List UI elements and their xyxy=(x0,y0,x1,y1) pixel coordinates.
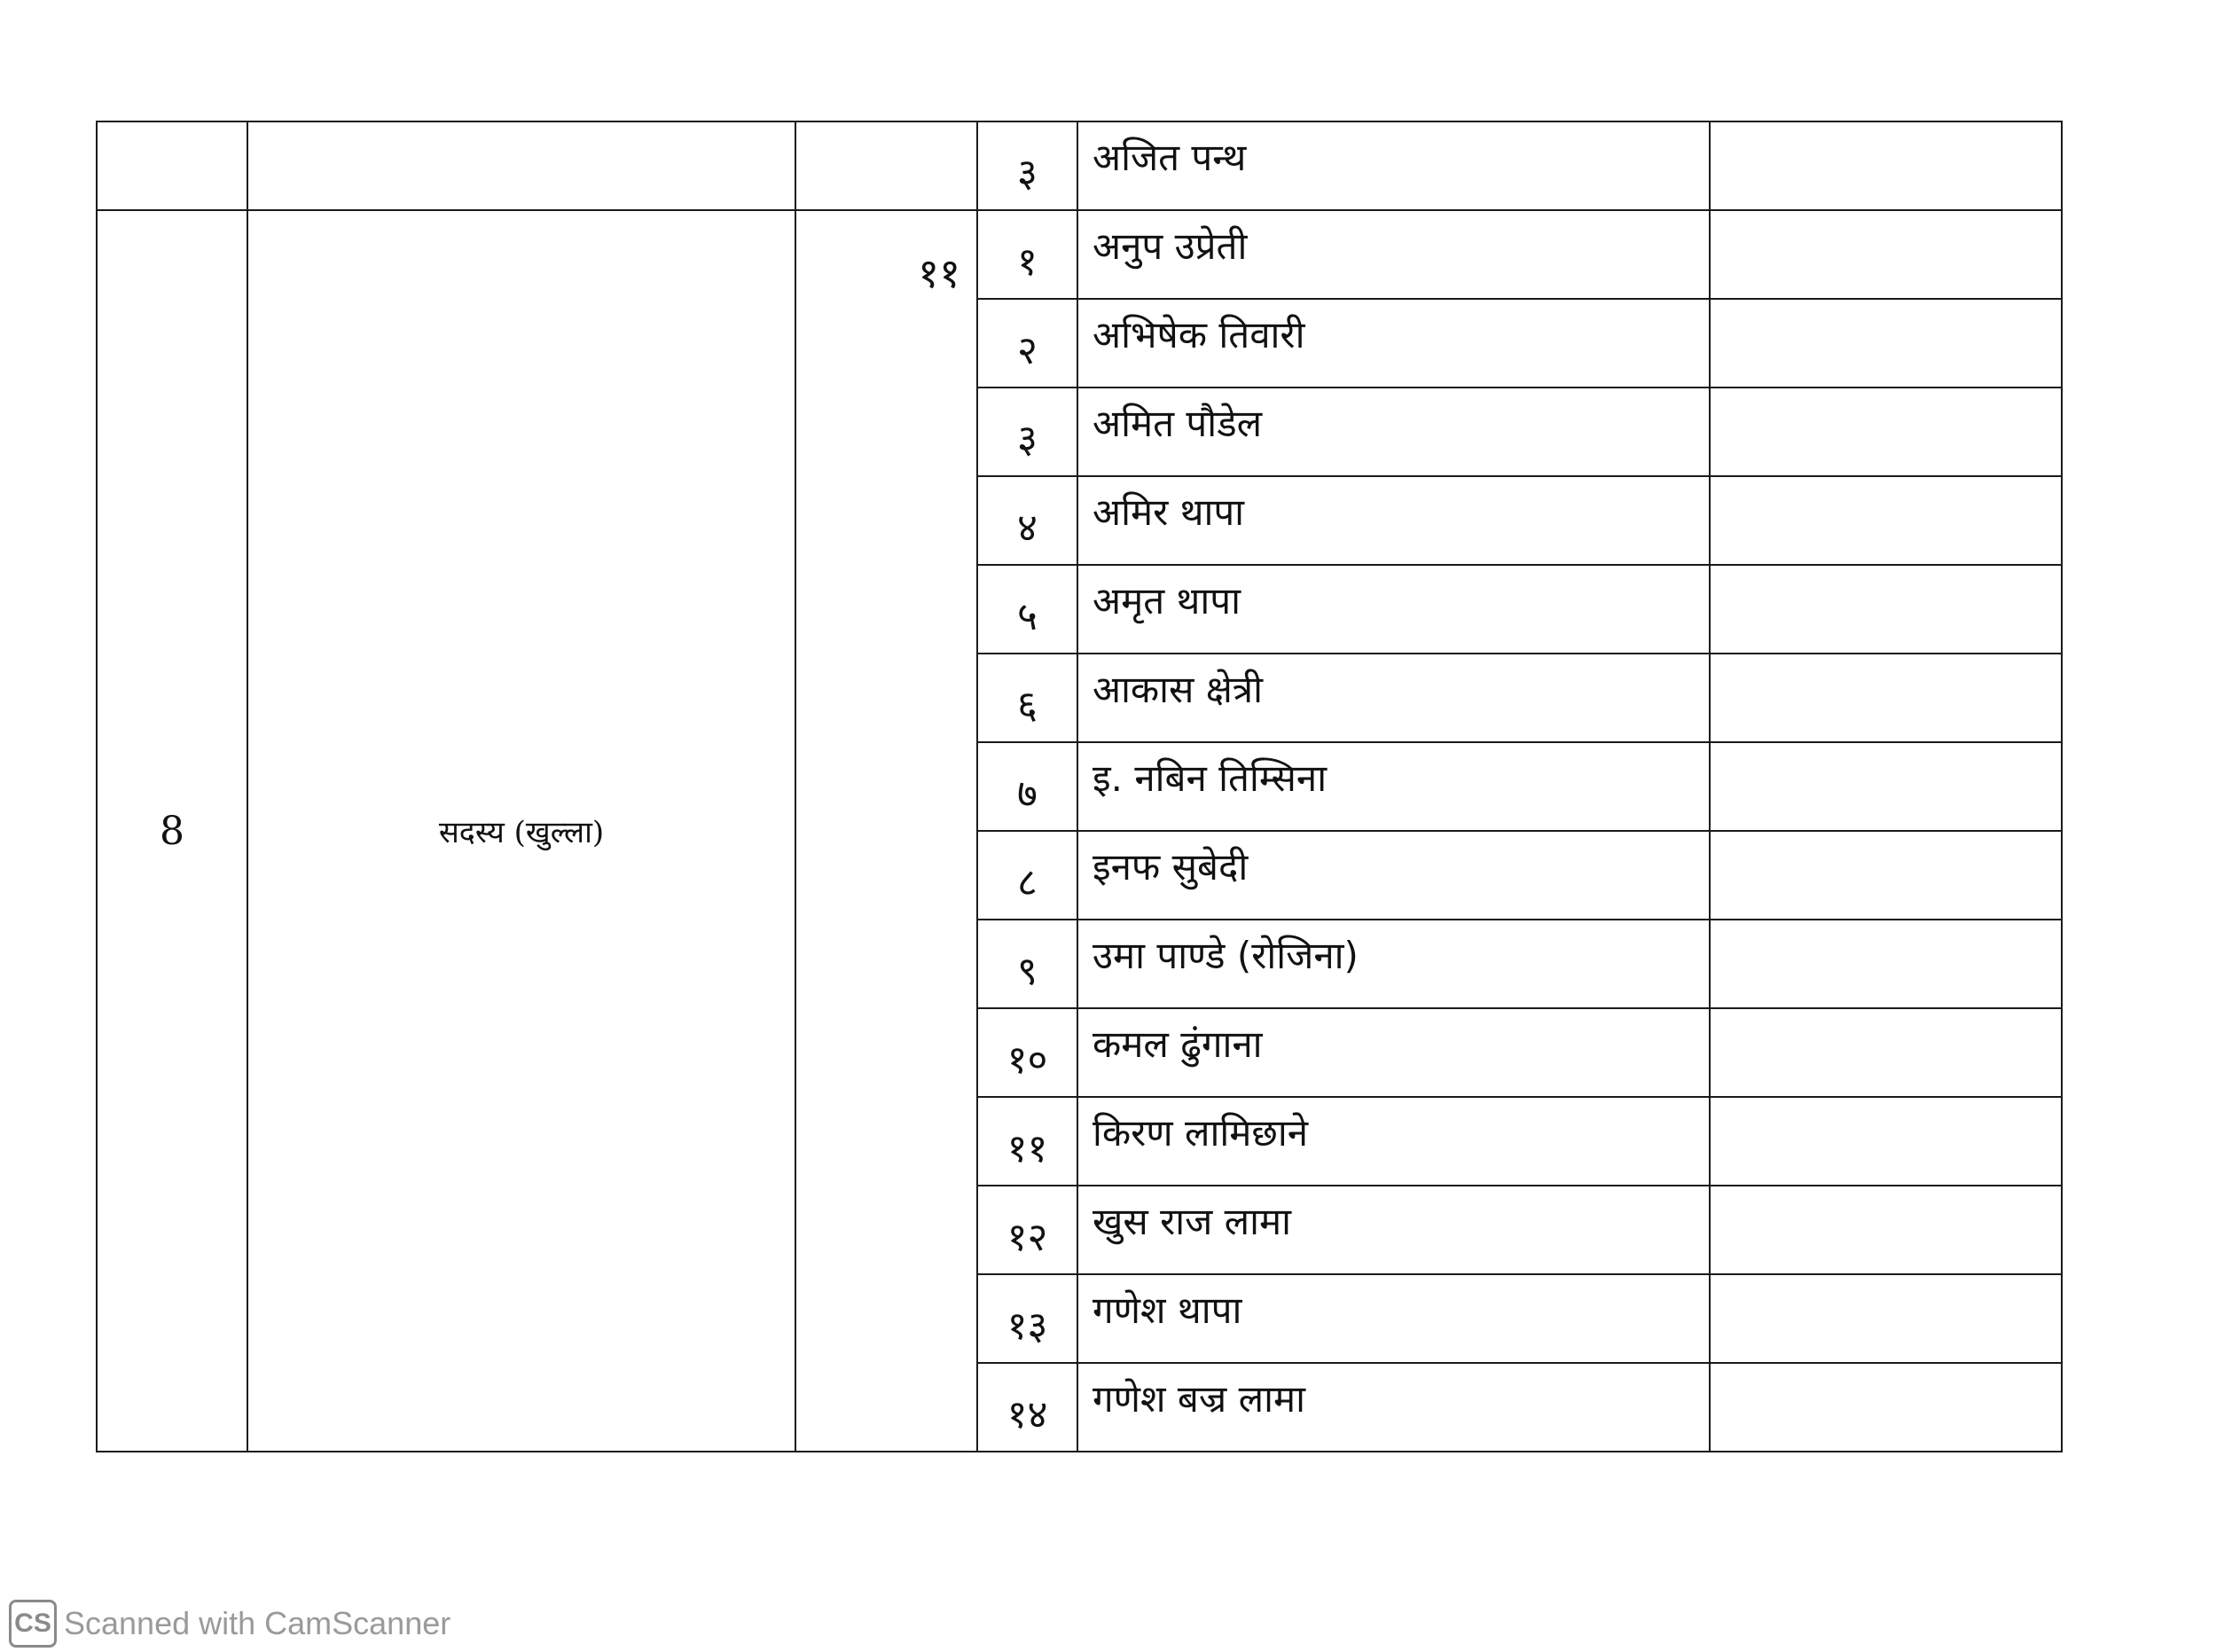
remarks-cell xyxy=(1710,831,2062,920)
remarks-cell xyxy=(1710,121,2062,210)
member-name: खुस राज लामा xyxy=(1077,1186,1710,1274)
member-name: कमल ढुंगाना xyxy=(1077,1008,1710,1097)
table-row xyxy=(97,121,2062,210)
remarks-cell xyxy=(1710,1274,2062,1363)
remarks-cell xyxy=(1710,1186,2062,1274)
row-index: १३ xyxy=(977,1274,1077,1363)
group-member-count: ११ xyxy=(795,210,977,1452)
member-name: आकास क्षेत्री xyxy=(1077,654,1710,742)
member-name: गणेश बज्र लामा xyxy=(1077,1363,1710,1452)
remarks-cell xyxy=(1710,1097,2062,1186)
member-name: इ. नबिन तिम्सिना xyxy=(1077,742,1710,831)
count-cell xyxy=(795,121,977,210)
remarks-cell xyxy=(1710,299,2062,388)
remarks-cell xyxy=(1710,388,2062,476)
row-index: ३ xyxy=(977,121,1077,210)
member-name: अभिषेक तिवारी xyxy=(1077,299,1710,388)
member-table xyxy=(96,121,2063,1452)
remarks-cell xyxy=(1710,210,2062,299)
member-name: इनफ सुबेदी xyxy=(1077,831,1710,920)
remarks-cell xyxy=(1710,565,2062,654)
row-index: १४ xyxy=(977,1363,1077,1452)
member-name: किरण लामिछाने xyxy=(1077,1097,1710,1186)
remarks-cell xyxy=(1710,654,2062,742)
member-name: गणेश थापा xyxy=(1077,1274,1710,1363)
member-name: अमृत थापा xyxy=(1077,565,1710,654)
camscanner-watermark xyxy=(9,1599,450,1648)
group-post-title: सदस्य (खुल्ला) xyxy=(247,210,795,1452)
serial-cell xyxy=(97,121,247,210)
row-index: ५ xyxy=(977,565,1077,654)
row-index: १२ xyxy=(977,1186,1077,1274)
group-serial-number: 8 xyxy=(97,210,247,1452)
watermark-text: Scanned with CamScanner xyxy=(64,1605,451,1641)
member-name: उमा पाण्डे (रोजिना) xyxy=(1077,920,1710,1008)
row-index: १ xyxy=(977,210,1077,299)
row-index: ६ xyxy=(977,654,1077,742)
remarks-cell xyxy=(1710,1363,2062,1452)
row-index: २ xyxy=(977,299,1077,388)
post-cell xyxy=(247,121,795,210)
row-index: ८ xyxy=(977,831,1077,920)
row-index: ४ xyxy=(977,476,1077,565)
row-index: ३ xyxy=(977,388,1077,476)
row-index: ९ xyxy=(977,920,1077,1008)
remarks-cell xyxy=(1710,476,2062,565)
remarks-cell xyxy=(1710,1008,2062,1097)
row-index: ११ xyxy=(977,1097,1077,1186)
member-name: अनुप उप्रेती xyxy=(1077,210,1710,299)
member-name: अमित पौडेल xyxy=(1077,388,1710,476)
row-index: ७ xyxy=(977,742,1077,831)
member-name: अजित पन्थ xyxy=(1077,121,1710,210)
row-index: १० xyxy=(977,1008,1077,1097)
camscanner-logo-icon: CS xyxy=(9,1600,57,1648)
table-row xyxy=(97,210,2062,299)
remarks-cell xyxy=(1710,920,2062,1008)
remarks-cell xyxy=(1710,742,2062,831)
member-name: अमिर थापा xyxy=(1077,476,1710,565)
